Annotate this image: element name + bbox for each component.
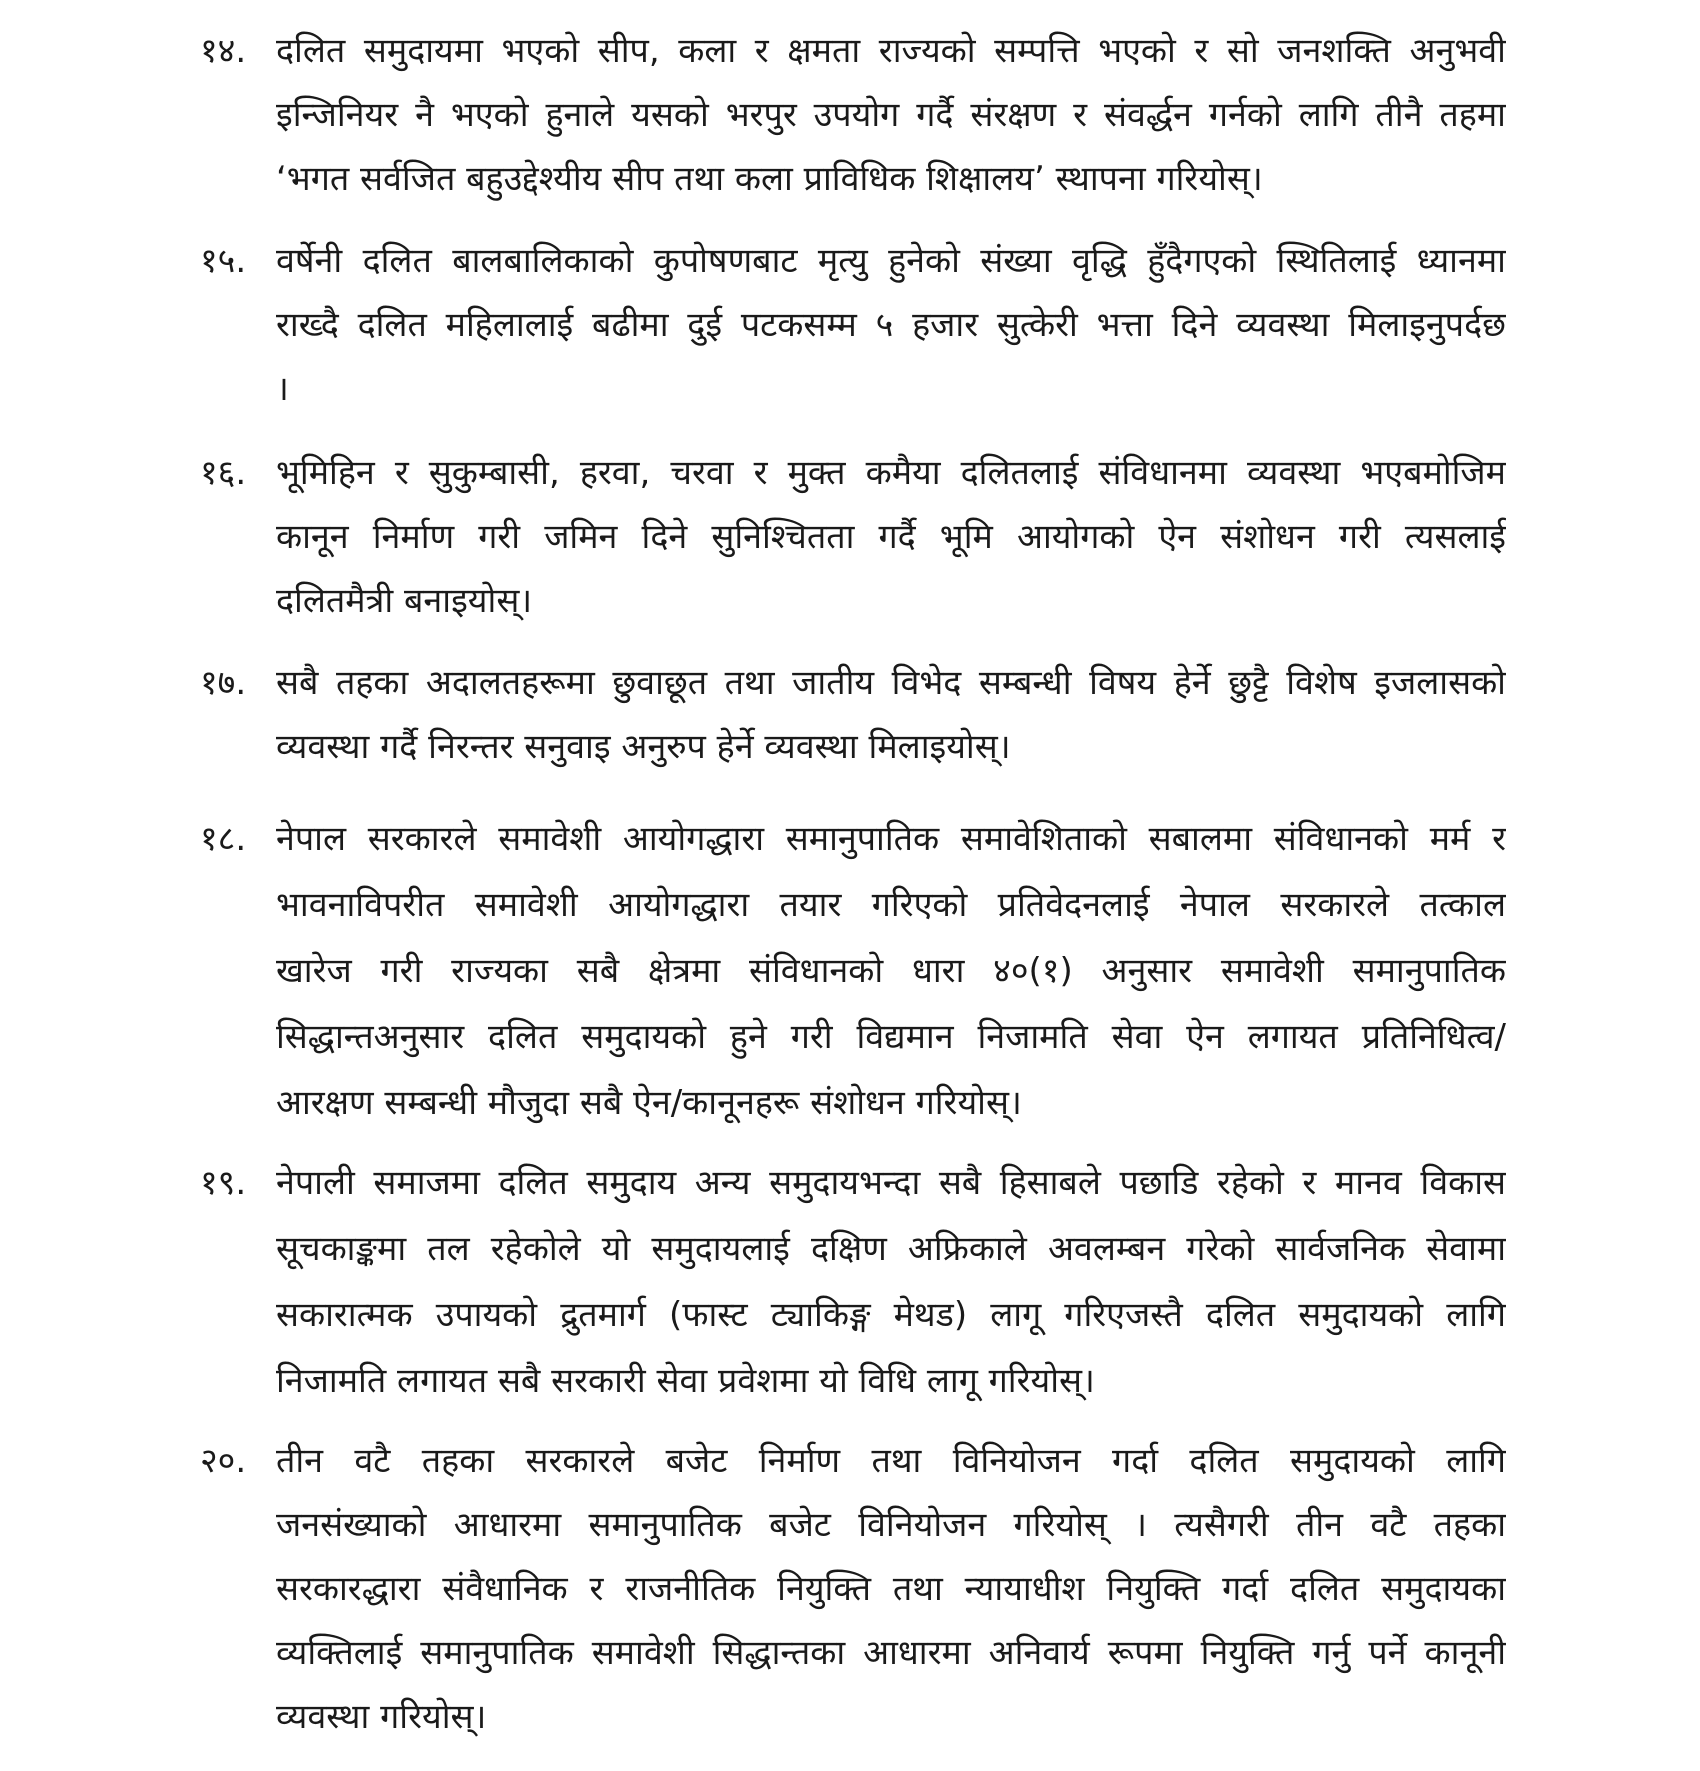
item-number: १९.: [200, 1163, 247, 1203]
item-line: सबै तहका अदालतहरूमा छुवाछूत तथा जातीय विभेद सम्बन्धी विषय हेर्ने छुट्टै विशेष इजलासको: [276, 663, 1506, 703]
item-line: नेपाली समाजमा दलित समुदाय अन्य समुदायभन्दा सबै हिसाबले पछाडि रहेको र मानव विकास: [276, 1163, 1506, 1203]
item-line: सूचकाङ्कमा तल रहेकोले यो समुदायलाई दक्षिण अफ्रिकाले अवलम्बन गरेको सार्वजनिक सेवामा: [276, 1229, 1506, 1269]
item-line: व्यक्तिलाई समानुपातिक समावेशी सिद्धान्तका आधारमा अनिवार्य रूपमा नियुक्ति गर्नु पर्ने कानूनी: [276, 1633, 1506, 1673]
item-line: आरक्षण सम्बन्धी मौजुदा सबै ऐन/कानूनहरू संशोधन गरियोस्।: [276, 1083, 1022, 1123]
item-number: १७.: [200, 663, 247, 703]
item-line: सिद्धान्तअनुसार दलित समुदायको हुने गरी विद्यमान निजामति सेवा ऐन लगायत प्रतिनिधित्व/: [276, 1017, 1506, 1057]
item-number: १६.: [200, 453, 247, 493]
item-line: व्यवस्था गर्दै निरन्तर सनुवाइ अनुरुप हेर्ने व्यवस्था मिलाइयोस्।: [276, 727, 1011, 767]
item-line: भावनाविपरीत समावेशी आयोगद्धारा तयार गरिएको प्रतिवेदनलाई नेपाल सरकारले तत्काल: [276, 885, 1506, 925]
item-line: राख्दै दलित महिलालाई बढीमा दुई पटकसम्म ५ हजार सुत्केरी भत्ता दिने व्यवस्था मिलाइनुपर्दछ: [276, 305, 1506, 345]
item-line: वर्षेनी दलित बालबालिकाको कुपोषणबाट मृत्यु हुनेको संख्या वृद्धि हुँदैगएको स्थितिलाई ध्यानमा: [276, 241, 1506, 281]
item-line: निजामति लगायत सबै सरकारी सेवा प्रवेशमा यो विधि लागू गरियोस्।: [276, 1361, 1095, 1401]
item-line: तीन वटै तहका सरकारले बजेट निर्माण तथा विनियोजन गर्दा दलित समुदायको लागि: [276, 1441, 1506, 1481]
item-line: दलित समुदायमा भएको सीप, कला र क्षमता राज्यको सम्पत्ति भएको र सो जनशक्ति अनुभवी: [276, 31, 1506, 71]
item-line: व्यवस्था गरियोस्।: [276, 1697, 487, 1737]
item-line: ।: [276, 369, 289, 409]
item-line: नेपाल सरकारले समावेशी आयोगद्धारा समानुपातिक समावेशिताको सबालमा संविधानको मर्म र: [276, 819, 1506, 859]
item-number: १४.: [200, 31, 247, 71]
item-line: दलितमैत्री बनाइयोस्।: [276, 581, 533, 621]
item-line: खारेज गरी राज्यका सबै क्षेत्रमा संविधानको धारा ४०(१) अनुसार समावेशी समानुपातिक: [276, 951, 1506, 991]
item-number: १५.: [200, 241, 247, 281]
item-line: जनसंख्याको आधारमा समानुपातिक बजेट विनियोजन गरियोस् । त्यसैगरी तीन वटै तहका: [276, 1505, 1506, 1545]
item-line: कानून निर्माण गरी जमिन दिने सुनिश्चितता गर्दै भूमि आयोगको ऐन संशोधन गरी त्यसलाई: [276, 517, 1506, 557]
item-line: इन्जिनियर नै भएको हुनाले यसको भरपुर उपयोग गर्दै संरक्षण र संवर्द्धन गर्नको लागि तीनै तहमा: [276, 95, 1506, 135]
item-line: सकारात्मक उपायको द्रुतमार्ग (फास्ट ट्याकिङ्ग मेथड) लागू गरिएजस्तै दलित समुदायको लागि: [276, 1295, 1506, 1335]
item-number: २०.: [200, 1441, 247, 1481]
item-line: सरकारद्धारा संवैधानिक र राजनीतिक नियुक्ति तथा न्यायाधीश नियुक्ति गर्दा दलित समुदायका: [276, 1569, 1506, 1609]
item-line: भूमिहिन र सुकुम्बासी, हरवा, चरवा र मुक्त कमैया दलितलाई संविधानमा व्यवस्था भएबमोजिम: [276, 453, 1506, 493]
item-number: १८.: [200, 819, 247, 859]
item-line: ‘भगत सर्वजित बहुउद्देश्यीय सीप तथा कला प्राविधिक शिक्षालय’ स्थापना गरियोस्।: [276, 159, 1263, 199]
